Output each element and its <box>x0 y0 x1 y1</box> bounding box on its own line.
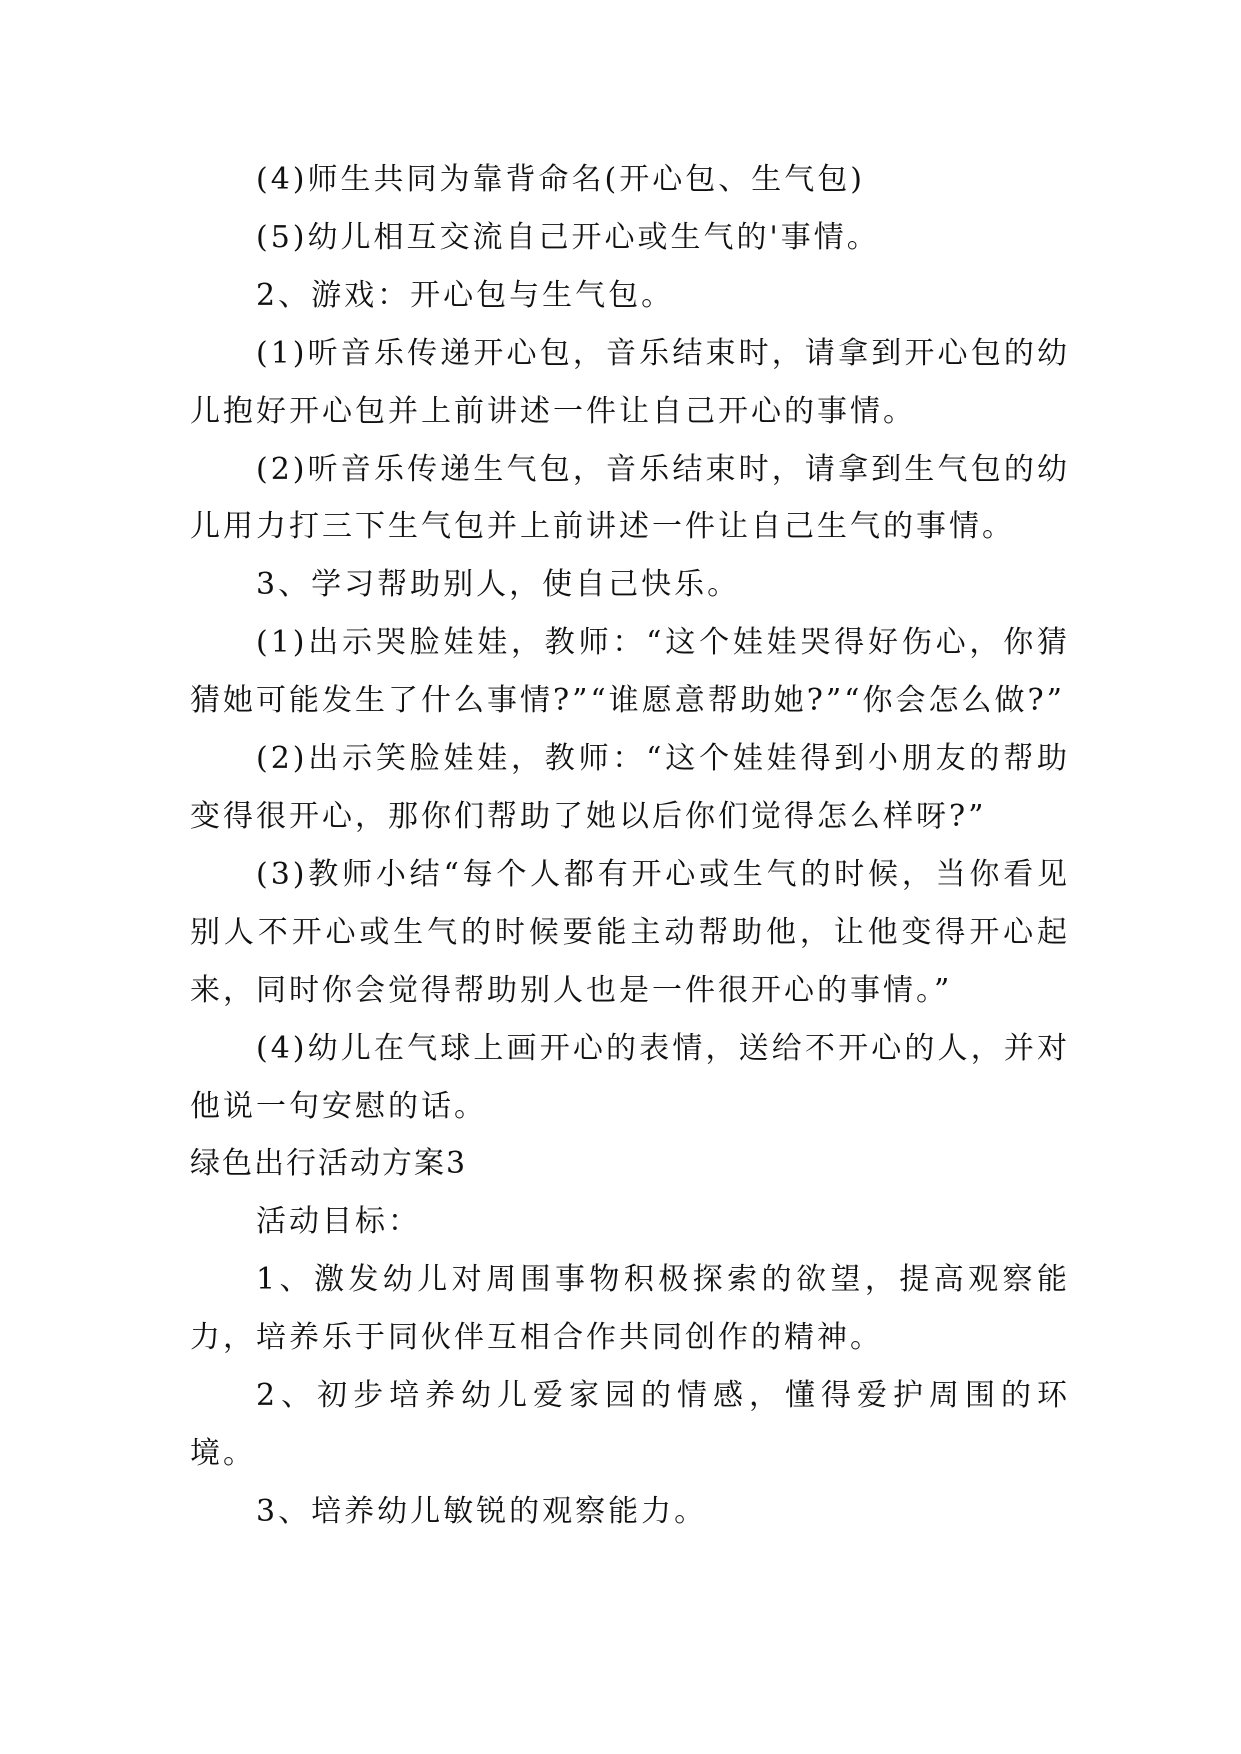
paragraph-game-title: 2、游戏：开心包与生气包。 <box>256 277 675 313</box>
paragraph-activity-goals-label: 活动目标： <box>256 1204 421 1240</box>
paragraph-teacher-summary: (3)教师小结“每个人都有开心或生气的时候，当你看见别人不开心或生气的时候要能主动帮助他，让他变得开心起来，同时你会觉得帮助别人也是一件很开心的事情。” <box>190 856 1070 1008</box>
paragraph-goal-3: 3、培养幼儿敏锐的观察能力。 <box>256 1493 708 1529</box>
paragraph-naming-bags: (4)师生共同为靠背命名(开心包、生气包) <box>256 162 865 197</box>
paragraph-crying-doll: (1)出示哭脸娃娃，教师：“这个娃娃哭得好伤心，你猜猜她可能发生了什么事情?”“谁愿意帮助她?”“你会怎么做?” <box>190 625 1070 719</box>
paragraph-goal-2: 2、初步培养幼儿爱家园的情感，懂得爱护周围的环境。 <box>190 1378 1070 1471</box>
paragraph-share-feelings: (5)幼儿相互交流自己开心或生气的'事情。 <box>256 219 880 255</box>
paragraph-goal-1: 1、激发幼儿对周围事物积极探索的欲望，提高观察能力，培养乐于同伙伴互相合作共同创作的精神。 <box>190 1262 1070 1356</box>
paragraph-angry-bag-game: (2)听音乐传递生气包，音乐结束时，请拿到生气包的幼儿用力打三下生气包并上前讲述一件让自己生气的事情。 <box>190 451 1070 545</box>
paragraph-happy-bag-game: (1)听音乐传递开心包，音乐结束时，请拿到开心包的幼儿抱好开心包并上前讲述一件让自己开心的事情。 <box>190 335 1070 429</box>
section-heading: 绿色出行活动方案3 <box>190 1146 468 1182</box>
paragraph-smiling-doll: (2)出示笑脸娃娃，教师：“这个娃娃得到小朋友的帮助变得很开心，那你们帮助了她以后你们觉得怎么样呀?” <box>190 741 1070 834</box>
paragraph-balloon-drawing: (4)幼儿在气球上画开心的表情，送给不开心的人，并对他说一句安慰的话。 <box>190 1030 1070 1124</box>
document-body <box>190 151 1070 1541</box>
paragraph-helping-title: 3、学习帮助别人，使自己快乐。 <box>256 567 741 603</box>
